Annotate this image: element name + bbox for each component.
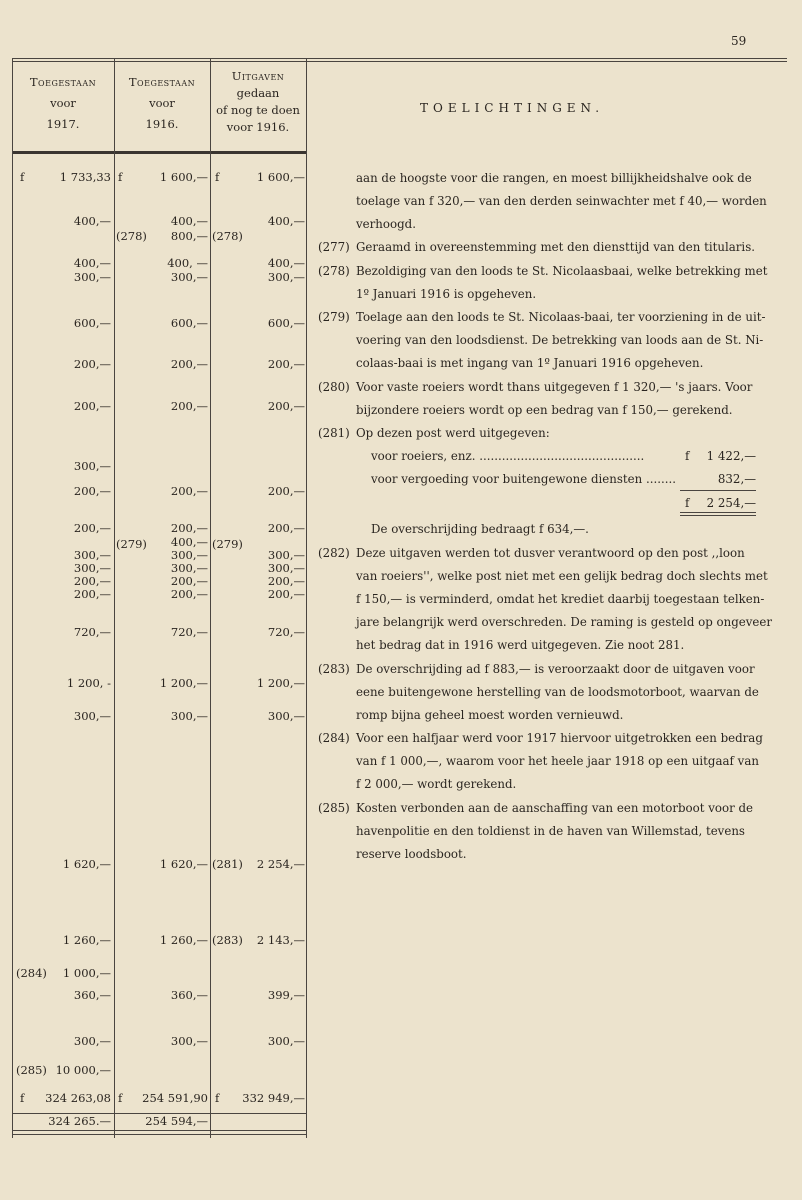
note-line: eene buitengewone herstelling van de loodsmotorboot, waarvan de	[356, 685, 759, 699]
sum-rule	[680, 515, 756, 516]
amount: 300,—	[267, 270, 305, 284]
note-number: (277)	[318, 240, 350, 254]
amount: 200,—	[73, 484, 111, 498]
florin-sign: f	[215, 1091, 220, 1105]
amount: 720,—	[170, 625, 208, 639]
amount: 1 200,—	[159, 676, 208, 690]
note-number: (284)	[318, 731, 350, 745]
note-line: f 2 000,— wordt gerekend.	[356, 777, 517, 791]
amount: 200,—	[170, 357, 208, 371]
table-top-rule-2	[12, 61, 787, 62]
amount: 300,—	[73, 1034, 111, 1048]
amount: 200,—	[170, 574, 208, 588]
amount: 1 600,—	[256, 170, 305, 184]
note-line: havenpolitie en den toldienst in de haven van Willemstad, tevens	[356, 824, 745, 838]
amount: 1 260,—	[62, 933, 111, 947]
amount: 200,—	[73, 587, 111, 601]
note-line: aan de hoogste voor die rangen, en moest billijkheidshalve ook de	[356, 171, 752, 185]
amount: 200,—	[267, 587, 305, 601]
note-line: Geraamd in overeenstemming met den diensttijd van den titularis.	[356, 240, 755, 254]
amount: 1 733,33	[59, 170, 111, 184]
amount: 1 422,—	[706, 449, 756, 463]
amount: 720,—	[267, 625, 305, 639]
amount: 1 260,—	[159, 933, 208, 947]
amount: 200,—	[73, 521, 111, 535]
note-line: colaas-baai is met ingang van 1º Januari 1916 opgeheven.	[356, 356, 704, 370]
note-line: van roeiers'', welke post niet met een gelijk bedrag doch slechts met	[356, 569, 768, 583]
amount: 1 620,—	[62, 857, 111, 871]
page-number: 59	[731, 34, 747, 48]
col-divider-3	[306, 58, 307, 1138]
header-col1: Toegestaan voor 1917.	[29, 75, 97, 131]
note-line: Deze uitgaven werden tot dusver verantwoord op den post ,,loon	[356, 546, 745, 560]
note-line: van f 1 000,—, waarom voor het heele jaar 1918 op een uitgaaf van	[356, 754, 759, 768]
amount: 200,—	[170, 399, 208, 413]
note-line: voor vergoeding voor buitengewone diensten ........	[371, 472, 676, 486]
total: 324 263,08	[45, 1091, 111, 1105]
note-line: 1º Januari 1916 is opgeheven.	[356, 287, 537, 301]
amount: 200,—	[170, 484, 208, 498]
amount: 200,—	[73, 574, 111, 588]
amount: 399,—	[267, 988, 305, 1002]
note-line: voering van den loodsdienst. De betrekking van loods aan de St. Ni-	[356, 333, 764, 347]
note-line: Op dezen post werd uitgegeven:	[356, 426, 550, 440]
florin-sign: f	[685, 449, 690, 463]
amount: 400,—	[170, 535, 208, 549]
amount: 200,—	[267, 357, 305, 371]
note-ref: (279)	[116, 537, 147, 551]
note-number: (283)	[318, 662, 350, 676]
note-line: bijzondere roeiers wordt op een bedrag van f 150,— gerekend.	[356, 403, 733, 417]
amount: 200,—	[170, 587, 208, 601]
amount: 1 200, -	[66, 676, 111, 690]
amount: 360,—	[170, 988, 208, 1002]
total: 2 254,—	[706, 496, 756, 510]
header-toelichtingen: TOELICHTINGEN.	[420, 101, 605, 115]
amount: 400,—	[267, 214, 305, 228]
note-number: (279)	[318, 310, 350, 324]
amount: 600,—	[170, 316, 208, 330]
note-line: Bezoldiging van den loods te St. Nicolaasbaai, welke betrekking met	[356, 264, 768, 278]
note-ref: (283)	[212, 933, 243, 947]
florin-sign: f	[118, 170, 123, 184]
note-ref: (278)	[116, 229, 147, 243]
florin-sign: f	[20, 170, 25, 184]
note-number: (282)	[318, 546, 350, 560]
amount: 300,—	[267, 561, 305, 575]
note-line: romp bijna geheel moest worden vernieuwd.	[356, 708, 624, 722]
amount: 600,—	[73, 316, 111, 330]
amount: 300,—	[170, 561, 208, 575]
note-number: (281)	[318, 426, 350, 440]
florin-sign: f	[118, 1091, 123, 1105]
note-line: De overschrijding bedraagt f 634,—.	[371, 522, 589, 536]
amount: 400,—	[267, 256, 305, 270]
amount: 200,—	[267, 574, 305, 588]
note-line: toelage van f 320,— van den derden seinwachter met f 40,— worden	[356, 194, 767, 208]
amount: 360,—	[73, 988, 111, 1002]
header-col3: Uitgaven gedaan of nog te doen voor 1916.	[216, 69, 300, 134]
amount: 1 600,—	[159, 170, 208, 184]
amount: 2 143,—	[256, 933, 305, 947]
florin-sign: f	[685, 496, 690, 510]
note-number: (280)	[318, 380, 350, 394]
amount: 1 200,—	[256, 676, 305, 690]
amount: 800,—	[170, 229, 208, 243]
amount: 300,—	[73, 270, 111, 284]
total-rule-2	[12, 1130, 307, 1131]
header-bottom-rule	[12, 151, 307, 154]
amount: 300,—	[170, 548, 208, 562]
note-number: (278)	[318, 264, 350, 278]
amount: 300,—	[73, 709, 111, 723]
note-ref: (285)	[16, 1063, 47, 1077]
total: 254 591,90	[142, 1091, 208, 1105]
note-ref: (278)	[212, 229, 243, 243]
note-line: f 150,— is verminderd, omdat het krediet daarbij toegestaan telken-	[356, 592, 765, 606]
florin-sign: f	[215, 170, 220, 184]
note-line: het bedrag dat in 1916 werd uitgegeven. Zie noot 281.	[356, 638, 685, 652]
note-ref: (279)	[212, 537, 243, 551]
amount: 300,—	[267, 1034, 305, 1048]
amount: 2 254,—	[256, 857, 305, 871]
amount: 200,—	[267, 521, 305, 535]
table-top-rule	[12, 58, 787, 59]
amount: 200,—	[73, 399, 111, 413]
amount: 1 000,—	[62, 966, 111, 980]
note-line: voor roeiers, enz. ............................................	[371, 449, 645, 463]
note-line: Kosten verbonden aan de aanschaffing van een motorboot voor de	[356, 801, 754, 815]
col-divider-2	[210, 58, 211, 1138]
amount: 300,—	[73, 459, 111, 473]
amount: 1 620,—	[159, 857, 208, 871]
note-number: (285)	[318, 801, 350, 815]
note-line: jare belangrijk werd overschreden. De raming is gesteld op ongeveer	[356, 615, 773, 629]
note-line: Toelage aan den loods te St. Nicolaas-baai, ter voorziening in de uit-	[356, 310, 766, 324]
header-col2: Toegestaan voor 1916.	[128, 75, 196, 131]
note-ref: (281)	[212, 857, 243, 871]
note-ref: (284)	[16, 966, 47, 980]
amount: 400,—	[73, 214, 111, 228]
amount: 10 000,—	[55, 1063, 111, 1077]
amount: 300,—	[73, 548, 111, 562]
col-divider-1	[114, 58, 115, 1138]
amount: 832,—	[717, 472, 756, 486]
amount: 300,—	[73, 561, 111, 575]
florin-sign: f	[20, 1091, 25, 1105]
amount: 200,—	[267, 399, 305, 413]
amount: 200,—	[73, 357, 111, 371]
amount: 200,—	[267, 484, 305, 498]
amount: 300,—	[170, 709, 208, 723]
note-line: Voor vaste roeiers wordt thans uitgegeven f 1 320,— 's jaars. Voor	[356, 380, 753, 394]
total: 254 594,—	[145, 1114, 208, 1128]
sum-rule	[680, 490, 756, 491]
amount: 400,—	[170, 214, 208, 228]
amount: 720,—	[73, 625, 111, 639]
note-line: reserve loodsboot.	[356, 847, 467, 861]
amount: 300,—	[170, 270, 208, 284]
amount: 300,—	[170, 1034, 208, 1048]
amount: 400, —	[167, 256, 208, 270]
total: 332 949,—	[242, 1091, 305, 1105]
note-line: De overschrijding ad f 883,— is veroorzaakt door de uitgaven voor	[356, 662, 755, 676]
total: 324 265.—	[48, 1114, 111, 1128]
amount: 200,—	[170, 521, 208, 535]
amount: 300,—	[267, 709, 305, 723]
left-border	[12, 58, 13, 1138]
amount: 600,—	[267, 316, 305, 330]
note-line: verhoogd.	[356, 217, 416, 231]
total-rule-3	[12, 1134, 307, 1135]
sum-rule	[680, 512, 756, 513]
amount: 300,—	[267, 548, 305, 562]
amount: 400,—	[73, 256, 111, 270]
note-line: Voor een halfjaar werd voor 1917 hiervoor uitgetrokken een bedrag	[356, 731, 763, 745]
